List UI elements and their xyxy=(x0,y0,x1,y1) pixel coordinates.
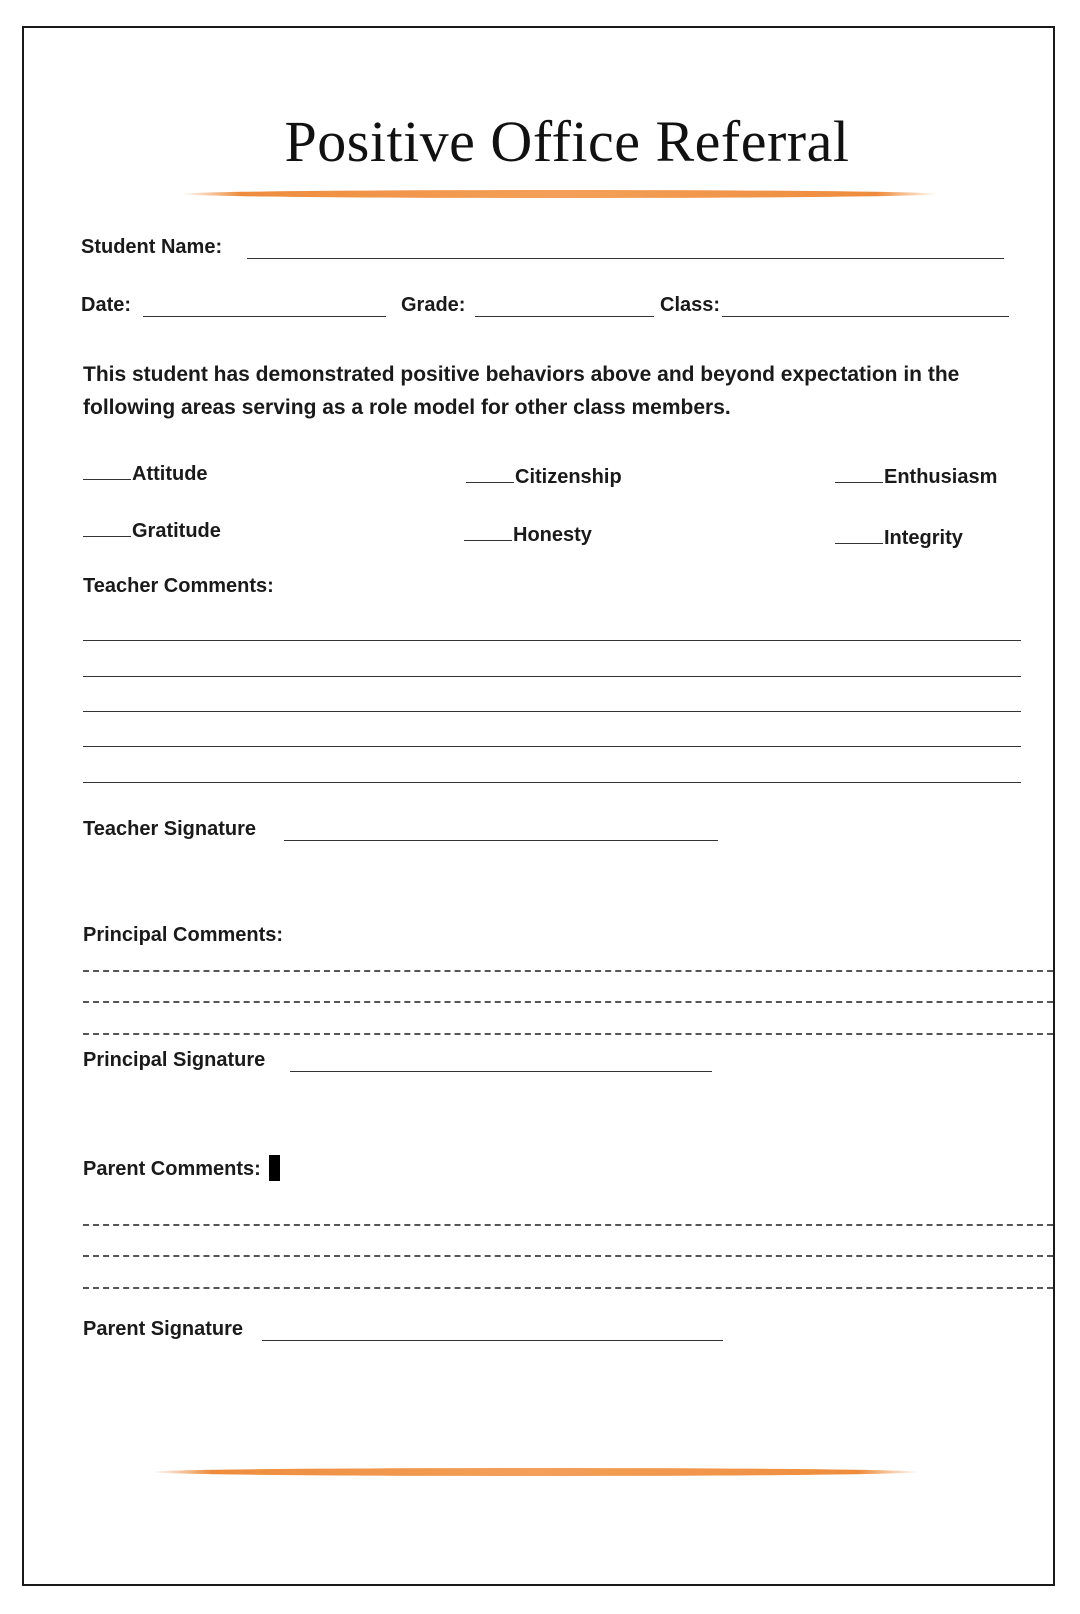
teacher-comment-line[interactable] xyxy=(83,782,1021,783)
area-item-integrity[interactable]: Integrity xyxy=(835,527,963,550)
parent-comment-line[interactable] xyxy=(83,1255,1053,1257)
teacher-comment-line[interactable] xyxy=(83,676,1021,677)
bottom-accent-line xyxy=(150,1468,920,1476)
teacher-comment-line[interactable] xyxy=(83,711,1021,712)
teacher-comment-line[interactable] xyxy=(83,746,1021,747)
form-title: Positive Office Referral xyxy=(284,109,850,174)
area-item-attitude[interactable]: Attitude xyxy=(83,463,208,486)
teacher-comments-label: Teacher Comments: xyxy=(83,575,274,597)
teacher-signature-field[interactable] xyxy=(284,840,718,841)
date-label: Date: xyxy=(81,294,132,316)
title-underline-accent xyxy=(180,190,938,198)
parent-signature-field[interactable] xyxy=(262,1340,723,1341)
principal-comment-line[interactable] xyxy=(83,970,1053,972)
area-blank[interactable] xyxy=(83,478,131,480)
teacher-signature-label: Teacher Signature xyxy=(83,818,257,840)
grade-field[interactable] xyxy=(475,316,654,317)
class-label: Class: xyxy=(660,294,721,316)
form-page xyxy=(22,26,1055,1586)
principal-comments-label: Principal Comments: xyxy=(83,924,284,946)
principal-signature-field[interactable] xyxy=(290,1071,712,1072)
principal-comment-line[interactable] xyxy=(83,1033,1053,1035)
parent-comment-line[interactable] xyxy=(83,1224,1053,1226)
parent-comment-line[interactable] xyxy=(83,1287,1053,1289)
teacher-comment-line[interactable] xyxy=(83,640,1021,641)
area-item-gratitude[interactable]: Gratitude xyxy=(83,520,221,543)
area-item-citizenship[interactable]: Citizenship xyxy=(466,466,622,489)
area-blank[interactable] xyxy=(464,539,512,541)
intro-paragraph: This student has demonstrated positive behaviors above and beyond expectation in the following areas serving as a role model for other class members. xyxy=(83,363,960,419)
student-name-field[interactable] xyxy=(247,258,1004,259)
area-item-enthusiasm[interactable]: Enthusiasm xyxy=(835,466,997,489)
area-blank[interactable] xyxy=(835,542,883,544)
principal-comment-line[interactable] xyxy=(83,1001,1053,1003)
parent-signature-label: Parent Signature xyxy=(83,1318,244,1340)
area-item-honesty[interactable]: Honesty xyxy=(464,524,592,547)
area-blank[interactable] xyxy=(835,481,883,483)
date-field[interactable] xyxy=(143,316,386,317)
class-field[interactable] xyxy=(722,316,1009,317)
grade-label: Grade: xyxy=(401,294,466,316)
principal-signature-label: Principal Signature xyxy=(83,1049,266,1071)
area-blank[interactable] xyxy=(466,481,514,483)
text-cursor xyxy=(269,1155,280,1181)
area-blank[interactable] xyxy=(83,535,131,537)
parent-comments-label: Parent Comments: xyxy=(83,1155,280,1181)
student-name-label: Student Name: xyxy=(81,236,223,258)
